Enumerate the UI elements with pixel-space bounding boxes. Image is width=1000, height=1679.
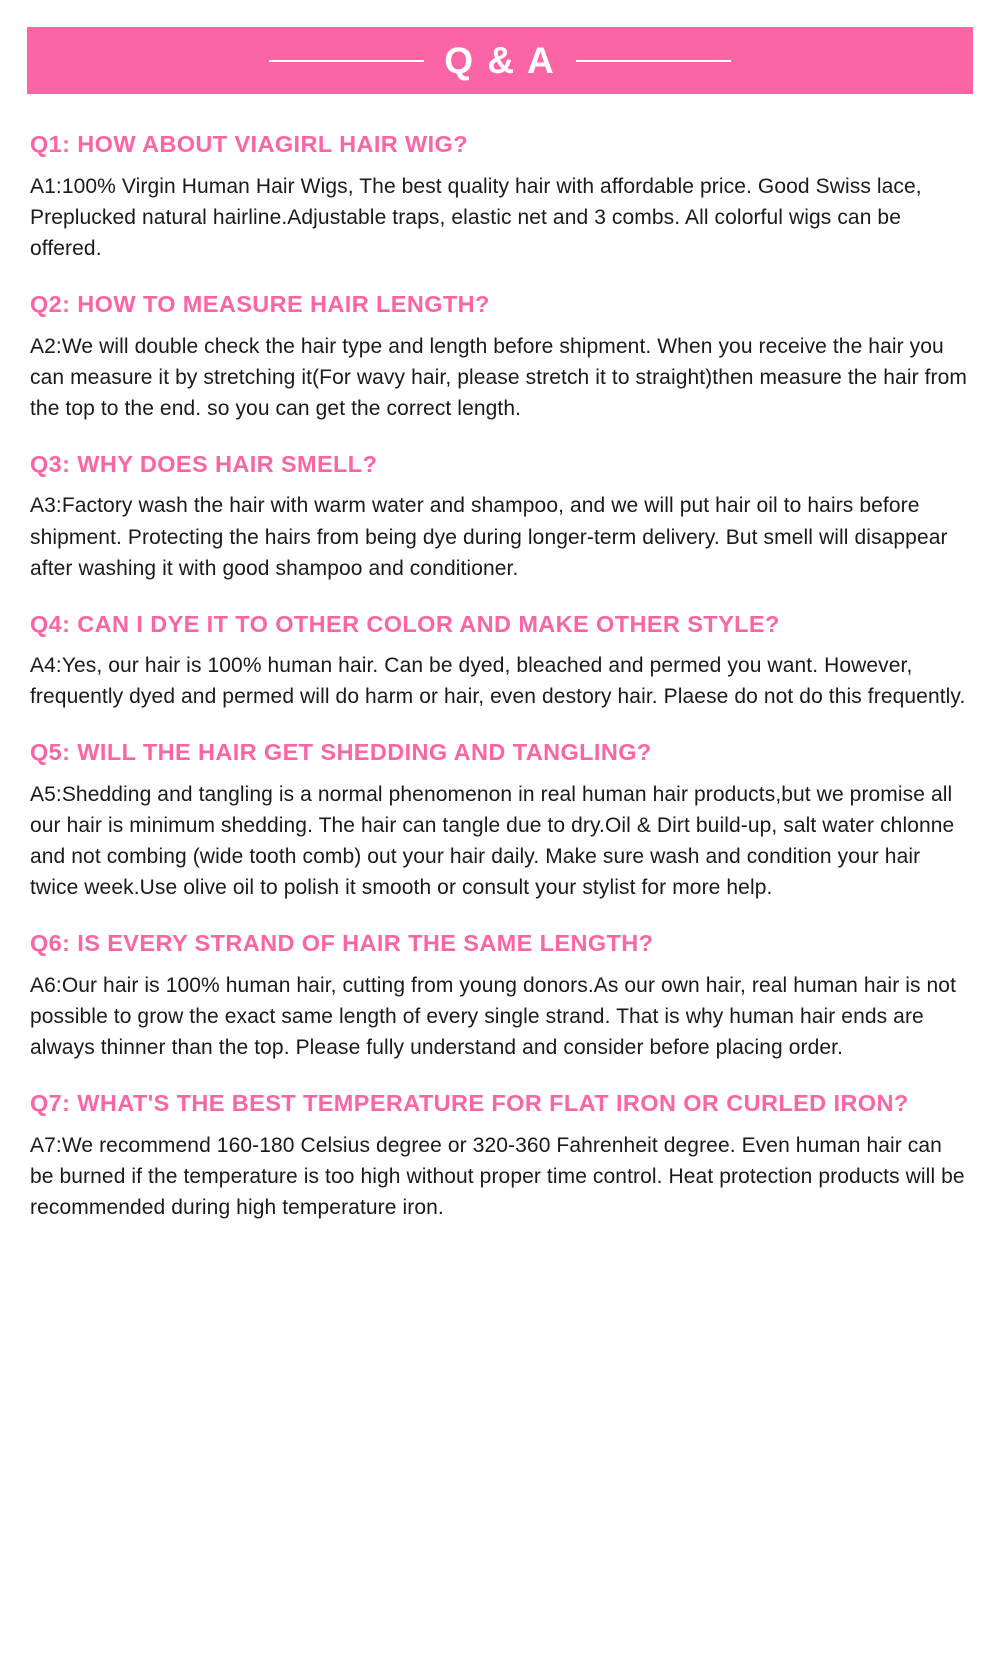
qa-answer: A3:Factory wash the hair with warm water and shampoo, and we will put hair oil to hairs before shipment. Protecting the hairs from being dye during longer-term delivery. But smell will disappear after washing it with good shampoo and conditioner. <box>30 494 948 580</box>
qa-question: Q5: WILL THE HAIR GET SHEDDING AND TANGLING? <box>30 739 652 766</box>
divider-line-left-icon <box>269 60 424 62</box>
qa-item <box>30 1089 970 1223</box>
qa-header-inner <box>269 42 730 79</box>
qa-question: Q1: HOW ABOUT VIAGIRL HAIR WIG? <box>30 131 468 157</box>
qa-item <box>30 738 970 903</box>
qa-answer: A5:Shedding and tangling is a normal phenomenon in real human hair products,but we promise all our hair is minimum shedding. The hair can tangle due to dry.Oil & Dirt build-up, salt water chlonne and not combing (wide tooth comb) out your hair daily. Make sure wash and condition your hair twice week.Use olive oil to polish it smooth or consult your stylist for more help. <box>30 783 955 900</box>
qa-question: Q6: IS EVERY STRAND OF HAIR THE SAME LENGTH? <box>30 930 654 957</box>
qa-answer: A7:We recommend 160-180 Celsius degree or 320-360 Fahrenheit degree. Even human hair can be burned if the temperature is too high without proper time control. Heat protection products will be recommended during high temperature iron. <box>30 1134 965 1220</box>
qa-question: Q2: HOW TO MEASURE HAIR LENGTH? <box>30 290 490 317</box>
qa-item <box>30 929 970 1063</box>
divider-line-right-icon <box>576 60 731 62</box>
qa-question: Q3: WHY DOES HAIR SMELL? <box>30 450 378 477</box>
qa-answer: A2:We will double check the hair type and length before shipment. When you receive the hair you can measure it by stretching it(For wavy hair, please stretch it to straight)then measure the hair from the top to the end. so you can get the correct length. <box>30 334 968 420</box>
qa-header-banner <box>27 27 973 94</box>
qa-answer: A4:Yes, our hair is 100% human hair. Can be dyed, bleached and permed you want. However, frequently dyed and permed will do harm or hair, even destory hair. Plaese do not do this frequently. <box>30 654 966 709</box>
qa-item <box>30 610 970 713</box>
qa-item <box>30 450 970 584</box>
qa-item <box>30 290 970 424</box>
page-title: Q & A <box>444 40 556 81</box>
qa-item <box>30 130 970 264</box>
qa-question: Q4: CAN I DYE IT TO OTHER COLOR AND MAKE OTHER STYLE? <box>30 610 780 637</box>
qa-answer: A1:100% Virgin Human Hair Wigs, The best quality hair with affordable price. Good Swiss lace, Preplucked natural hairline.Adjustable traps, elastic net and 3 combs. All colorful wigs can be offered. <box>30 174 922 260</box>
faq-page <box>0 27 1000 1247</box>
qa-question: Q7: WHAT'S THE BEST TEMPERATURE FOR FLAT IRON OR CURLED IRON? <box>30 1090 909 1117</box>
qa-list <box>0 94 1000 1247</box>
qa-answer: A6:Our hair is 100% human hair, cutting from young donors.As our own hair, real human hair is not possible to grow the exact same length of every single strand. That is why human hair ends are always thinner than the top. Please fully understand and consider before placing order. <box>30 974 957 1060</box>
